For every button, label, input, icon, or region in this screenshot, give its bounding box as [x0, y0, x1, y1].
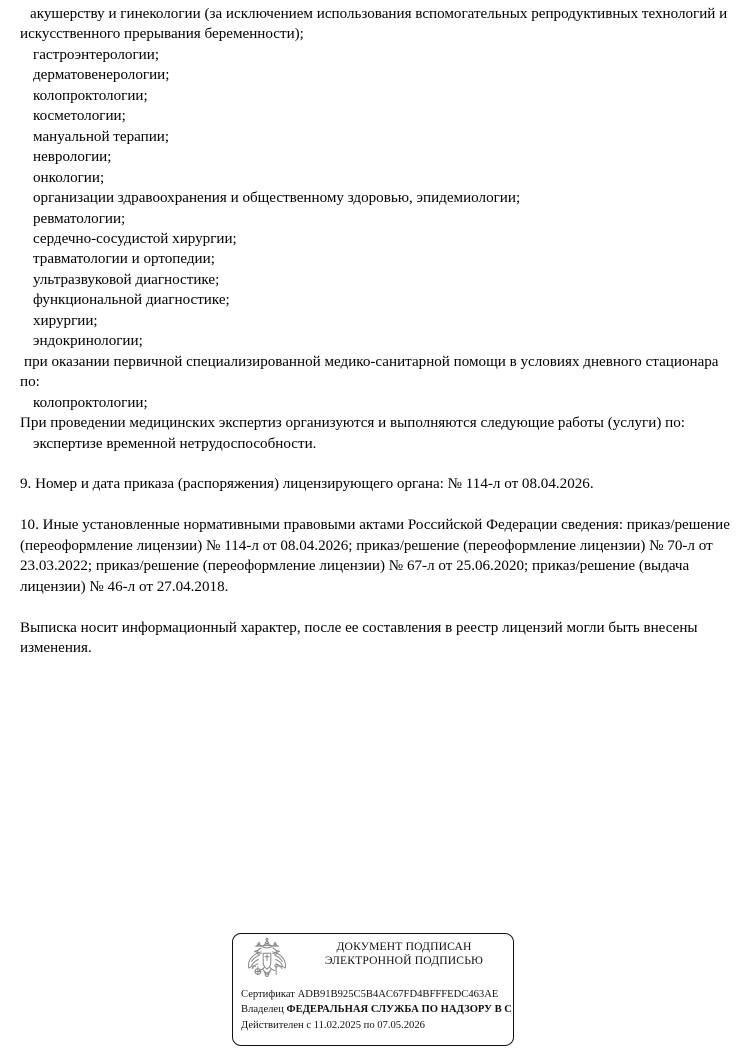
stamp-title-line-2: ЭЛЕКТРОННОЙ ПОДПИСЬЮ: [324, 954, 484, 968]
stamp-details: [241, 987, 514, 1033]
stamp-title-line-1: ДОКУМЕНТ ПОДПИСАН: [336, 940, 472, 953]
stamp-owner-line: [241, 1002, 514, 1017]
list-item: косметологии;: [33, 108, 126, 125]
paragraph-spacer: [20, 454, 734, 474]
list-item: функциональной диагностике;: [33, 292, 230, 309]
stamp-validity-line: Действителен с 11.02.2025 по 07.05.2026: [241, 1019, 425, 1031]
stamp-certificate-label: Сертификат: [241, 989, 295, 1000]
stamp-owner-value: ФЕДЕРАЛЬНАЯ СЛУЖБА ПО НАДЗОРУ В С: [286, 1004, 512, 1016]
stamp-owner-label: Владелец: [241, 1004, 284, 1016]
paragraph-spacer: [20, 597, 734, 617]
stamp-certificate-line: [241, 987, 514, 1002]
specialty-list-outpatient: [20, 45, 734, 352]
russian-coat-of-arms-icon: [243, 937, 291, 983]
expertise-list: [20, 434, 734, 454]
paragraph-spacer: [20, 495, 734, 515]
list-item: онкологии;: [33, 169, 105, 186]
specialty-list-day-hospital: [20, 393, 734, 413]
list-item: гастроэнтерологии;: [33, 46, 160, 63]
paragraph-services-outpatient-continued: акушерству и гинекологии (за исключением использования вспомогательных репродуктивных технологий и искусственного прерывания беременности);: [20, 6, 728, 43]
list-item: колопроктологии;: [33, 394, 148, 411]
list-item: травматологии и ортопедии;: [33, 251, 215, 268]
list-item: дерматовенерологии;: [33, 67, 170, 84]
stamp-title: [295, 940, 513, 968]
stamp-header: [233, 934, 513, 984]
document-body: [20, 4, 734, 658]
list-item: ультразвуковой диагностике;: [33, 271, 220, 288]
list-item: экспертизе временной нетрудоспособности.: [33, 435, 317, 452]
list-item: неврологии;: [33, 149, 112, 166]
paragraph-item-9: 9. Номер и дата приказа (распоряжения) лицензирующего органа: № 114-л от 08.04.2026.: [20, 476, 594, 493]
list-item: сердечно-сосудистой хирургии;: [33, 230, 237, 247]
list-item: организации здравоохранения и общественному здоровью, эпидемиологии;: [33, 190, 521, 207]
list-item: эндокринологии;: [33, 333, 143, 350]
list-item: колопроктологии;: [33, 87, 148, 104]
list-item: ревматологии;: [33, 210, 126, 227]
electronic-signature-stamp: [232, 933, 514, 1046]
paragraph-medical-expertise-heading: При проведении медицинских экспертиз организуются и выполняются следующие работы (услуги) по:: [20, 415, 685, 432]
list-item: хирургии;: [33, 312, 98, 329]
stamp-certificate-value: ADB91B925C5B4AC67FD4BFFFEDC463AE: [297, 989, 499, 1000]
paragraph-disclaimer: Выписка носит информационный характер, после ее составления в реестр лицензий могли быть внесены изменения.: [20, 619, 698, 656]
paragraph-day-hospital-heading: при оказании первичной специализированной медико-санитарной помощи в условиях дневного стационара по:: [20, 353, 719, 391]
paragraph-item-10: 10. Иные установленные нормативными правовыми актами Российской Федерации сведения: приказ/решение (переоформление лицензии) № 114-л от 08.04.2026; приказ/решение (переоформление лицензии) № 70-л от 23.03.2022; приказ/решение (переоформление лицензии) № 67-л от 25.06.2020; приказ/решение (выдача лицензии) № 46-л от 27.04.2018.: [20, 517, 730, 595]
list-item: мануальной терапии;: [33, 128, 170, 145]
